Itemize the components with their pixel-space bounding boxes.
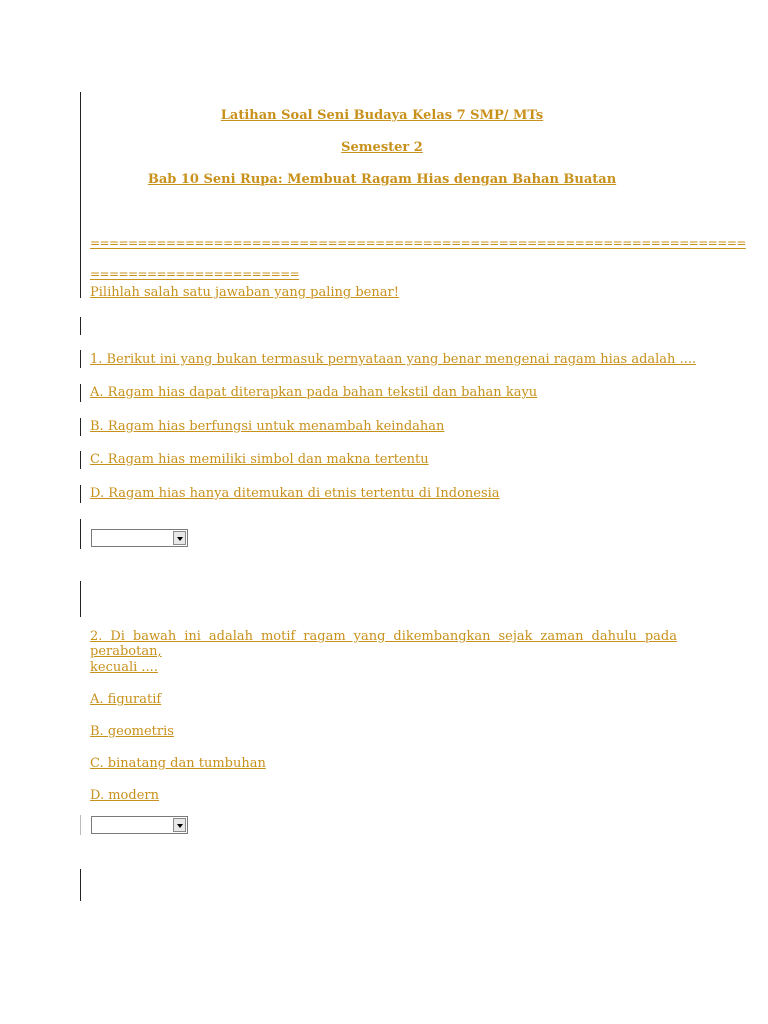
question-1-option-b[interactable]: B. Ragam hias berfungsi untuk menambah keindahan bbox=[90, 419, 445, 434]
question-2-text-cont[interactable]: kecuali .... bbox=[90, 660, 158, 675]
page-title-text[interactable]: Latihan Soal Seni Budaya Kelas 7 SMP/ MTs bbox=[220, 108, 544, 123]
chapter-text[interactable]: Bab 10 Seni Rupa: Membuat Ragam Hias dengan Bahan Buatan bbox=[147, 172, 617, 187]
chevron-down-icon[interactable] bbox=[173, 818, 186, 832]
chapter-title[interactable] bbox=[82, 172, 682, 187]
question-2-option-b[interactable]: B. geometris bbox=[90, 724, 174, 739]
question-1-option-c[interactable]: C. Ragam hias memiliki simbol dan makna tertentu bbox=[90, 452, 429, 467]
page-title[interactable] bbox=[82, 108, 682, 123]
margin-bar bbox=[80, 869, 81, 901]
margin-bar bbox=[80, 418, 81, 436]
question-2-option-d[interactable]: D. modern bbox=[90, 788, 159, 803]
question-1-option-a[interactable]: A. Ragam hias dapat diterapkan pada bahan tekstil dan bahan kayu bbox=[90, 385, 538, 400]
question-2-answer-select[interactable] bbox=[91, 816, 188, 834]
separator-line-2-text[interactable]: ====================== bbox=[90, 267, 300, 281]
separator-line-1[interactable] bbox=[90, 236, 746, 250]
margin-bar bbox=[80, 519, 81, 549]
instruction-text[interactable]: Pilihlah salah satu jawaban yang paling benar! bbox=[90, 285, 399, 300]
question-1-option-d[interactable]: D. Ragam hias hanya ditemukan di etnis tertentu di Indonesia bbox=[90, 486, 500, 501]
margin-bar bbox=[80, 451, 81, 469]
margin-bar bbox=[80, 384, 81, 402]
separator-line-1-text[interactable]: ===================================================================== bbox=[90, 236, 746, 250]
margin-bar bbox=[80, 350, 81, 368]
question-1-text[interactable]: 1. Berikut ini yang bukan termasuk pernyataan yang benar mengenai ragam hias adalah .... bbox=[90, 352, 697, 367]
question-2-option-c[interactable]: C. binatang dan tumbuhan bbox=[90, 756, 266, 771]
question-1-answer-select[interactable] bbox=[91, 529, 188, 547]
chevron-down-icon[interactable] bbox=[173, 531, 186, 545]
margin-bar bbox=[80, 485, 81, 503]
question-2-text[interactable]: 2. Di bawah ini adalah motif ragam yang dikembangkan sejak zaman dahulu pada perabotan, bbox=[90, 629, 677, 659]
margin-bar bbox=[80, 815, 81, 835]
question-2-option-a[interactable]: A. figuratif bbox=[90, 692, 162, 707]
margin-bar bbox=[80, 581, 81, 617]
margin-bar bbox=[80, 317, 81, 335]
semester-text[interactable]: Semester 2 bbox=[341, 140, 423, 155]
margin-bar bbox=[80, 92, 81, 298]
separator-line-2[interactable] bbox=[90, 267, 299, 281]
semester-label[interactable] bbox=[82, 140, 682, 155]
